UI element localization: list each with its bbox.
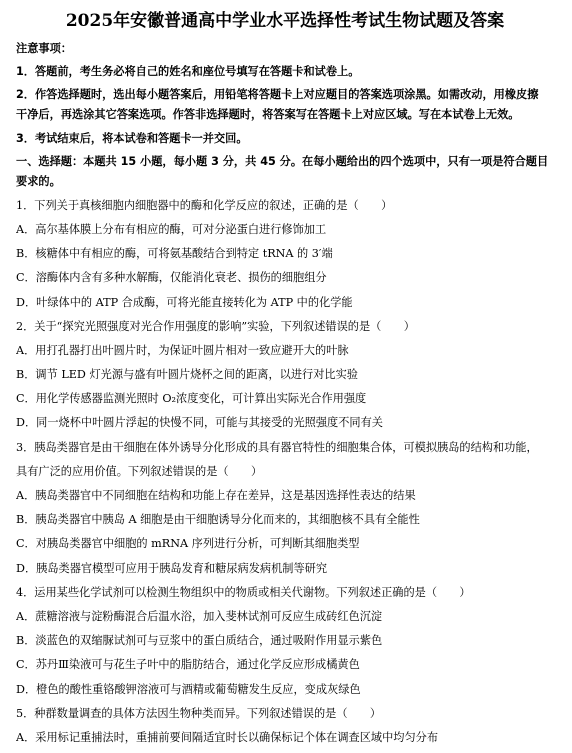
question-3-option-b: B．胰岛类器官中胰岛 A 细胞是由干细胞诱导分化而来的，其细胞核不具有全能性: [16, 513, 420, 527]
section-heading: 一、选择题：本题共 15 小题，每小题 3 分，共 45 分。在每小题给出的四个选项中，只有一项是符合题目: [16, 154, 549, 168]
question-1-option-b: B．核糖体中有相应的酶，可将氨基酸结合到特定 tRNA 的 3′端: [16, 247, 333, 261]
question-1-option-a: A．高尔基体膜上分布有相应的酶，可对分泌蛋白进行修饰加工: [16, 222, 327, 236]
notice-item-3: 3．考试结束后，将本试卷和答题卡一并交回。: [16, 131, 248, 145]
question-4-option-d: D．橙色的酸性重铬酸钾溶液可与酒精或葡萄糖发生反应，变成灰绿色: [16, 682, 361, 696]
section-heading-cont: 要求的。: [16, 174, 61, 188]
question-2-stem: 2．关于“探究光照强度对光合作用强度的影响”实验，下列叙述错误的是（ ）: [16, 319, 415, 333]
question-5-stem: 5．种群数量调查的具体方法因生物种类而异。下列叙述错误的是（ ）: [16, 706, 382, 720]
question-2-option-b: B．调节 LED 灯光源与盛有叶圆片烧杯之间的距离，以进行对比实验: [16, 368, 358, 382]
notice-item-1: 1．答题前，考生务必将自己的姓名和座位号填写在答题卡和试卷上。: [16, 65, 360, 79]
page-title: 2025年安徽普通高中学业水平选择性考试生物试题及答案: [65, 11, 505, 31]
question-1-option-c: C．溶酶体内含有多种水解酶，仅能消化衰老、损伤的细胞组分: [16, 271, 327, 285]
notice-item-2: 2．作答选择题时，选出每小题答案后，用铅笔将答题卡上对应题目的答案选项涂黑。如需改动，用橡皮擦: [16, 88, 539, 102]
question-3-option-c: C．对胰岛类器官中细胞的 mRNA 序列进行分析，可判断其细胞类型: [16, 537, 360, 551]
question-1-option-d: D．叶绿体中的 ATP 合成酶，可将光能直接转化为 ATP 中的化学能: [16, 295, 353, 309]
question-3-stem-cont: 具有广泛的应用价值。下列叙述错误的是（ ）: [16, 464, 263, 478]
question-3-stem: 3．胰岛类器官是由干细胞在体外诱导分化形成的具有器官特性的细胞集合体，可模拟胰岛的结构和功能，: [16, 440, 538, 454]
question-3-option-a: A．胰岛类器官中不同细胞在结构和功能上存在差异，这是基因选择性表达的结果: [16, 489, 416, 502]
question-2-option-c: C．用化学传感器监测光照时 O₂浓度变化，可计算出实际光合作用强度: [16, 392, 367, 406]
notice-item-2-cont: 干净后，再选涂其它答案选项。作答非选择题时，将答案写在答题卡上对应区域。写在本试卷上无效。: [16, 108, 520, 122]
question-4-option-b: B．淡蓝色的双缩脲试剂可与豆浆中的蛋白质结合，通过吸附作用显示紫色: [16, 634, 383, 648]
question-4-option-a: A．蔗糖溶液与淀粉酶混合后温水浴，加入斐林试剂可反应生成砖红色沉淀: [16, 609, 383, 623]
question-1-stem: 1．下列关于真核细胞内细胞器中的酶和化学反应的叙述，正确的是（ ）: [16, 198, 393, 212]
question-5-option-a: A．采用标记重捕法时，重捕前要间隔适宜时长以确保标记个体在调查区域中均匀分布: [16, 730, 439, 744]
question-4-option-c: C．苏丹Ⅲ染液可与花生子叶中的脂肪结合，通过化学反应形成橘黄色: [16, 658, 360, 672]
question-4-stem: 4．运用某些化学试剂可以检测生物组织中的物质或相关代谢物。下列叙述正确的是（ ）: [16, 585, 471, 599]
question-3-option-d: D．胰岛类器官模型可应用于胰岛发育和糖尿病发病机制等研究: [16, 561, 328, 575]
notice-heading: 注意事项：: [16, 42, 72, 55]
question-2-option-a: A．用打孔器打出叶圆片时，为保证叶圆片相对一致应避开大的叶脉: [16, 343, 349, 357]
question-2-option-d: D．同一烧杯中叶圆片浮起的快慢不同，可能与其接受的光照强度不同有关: [16, 416, 383, 430]
